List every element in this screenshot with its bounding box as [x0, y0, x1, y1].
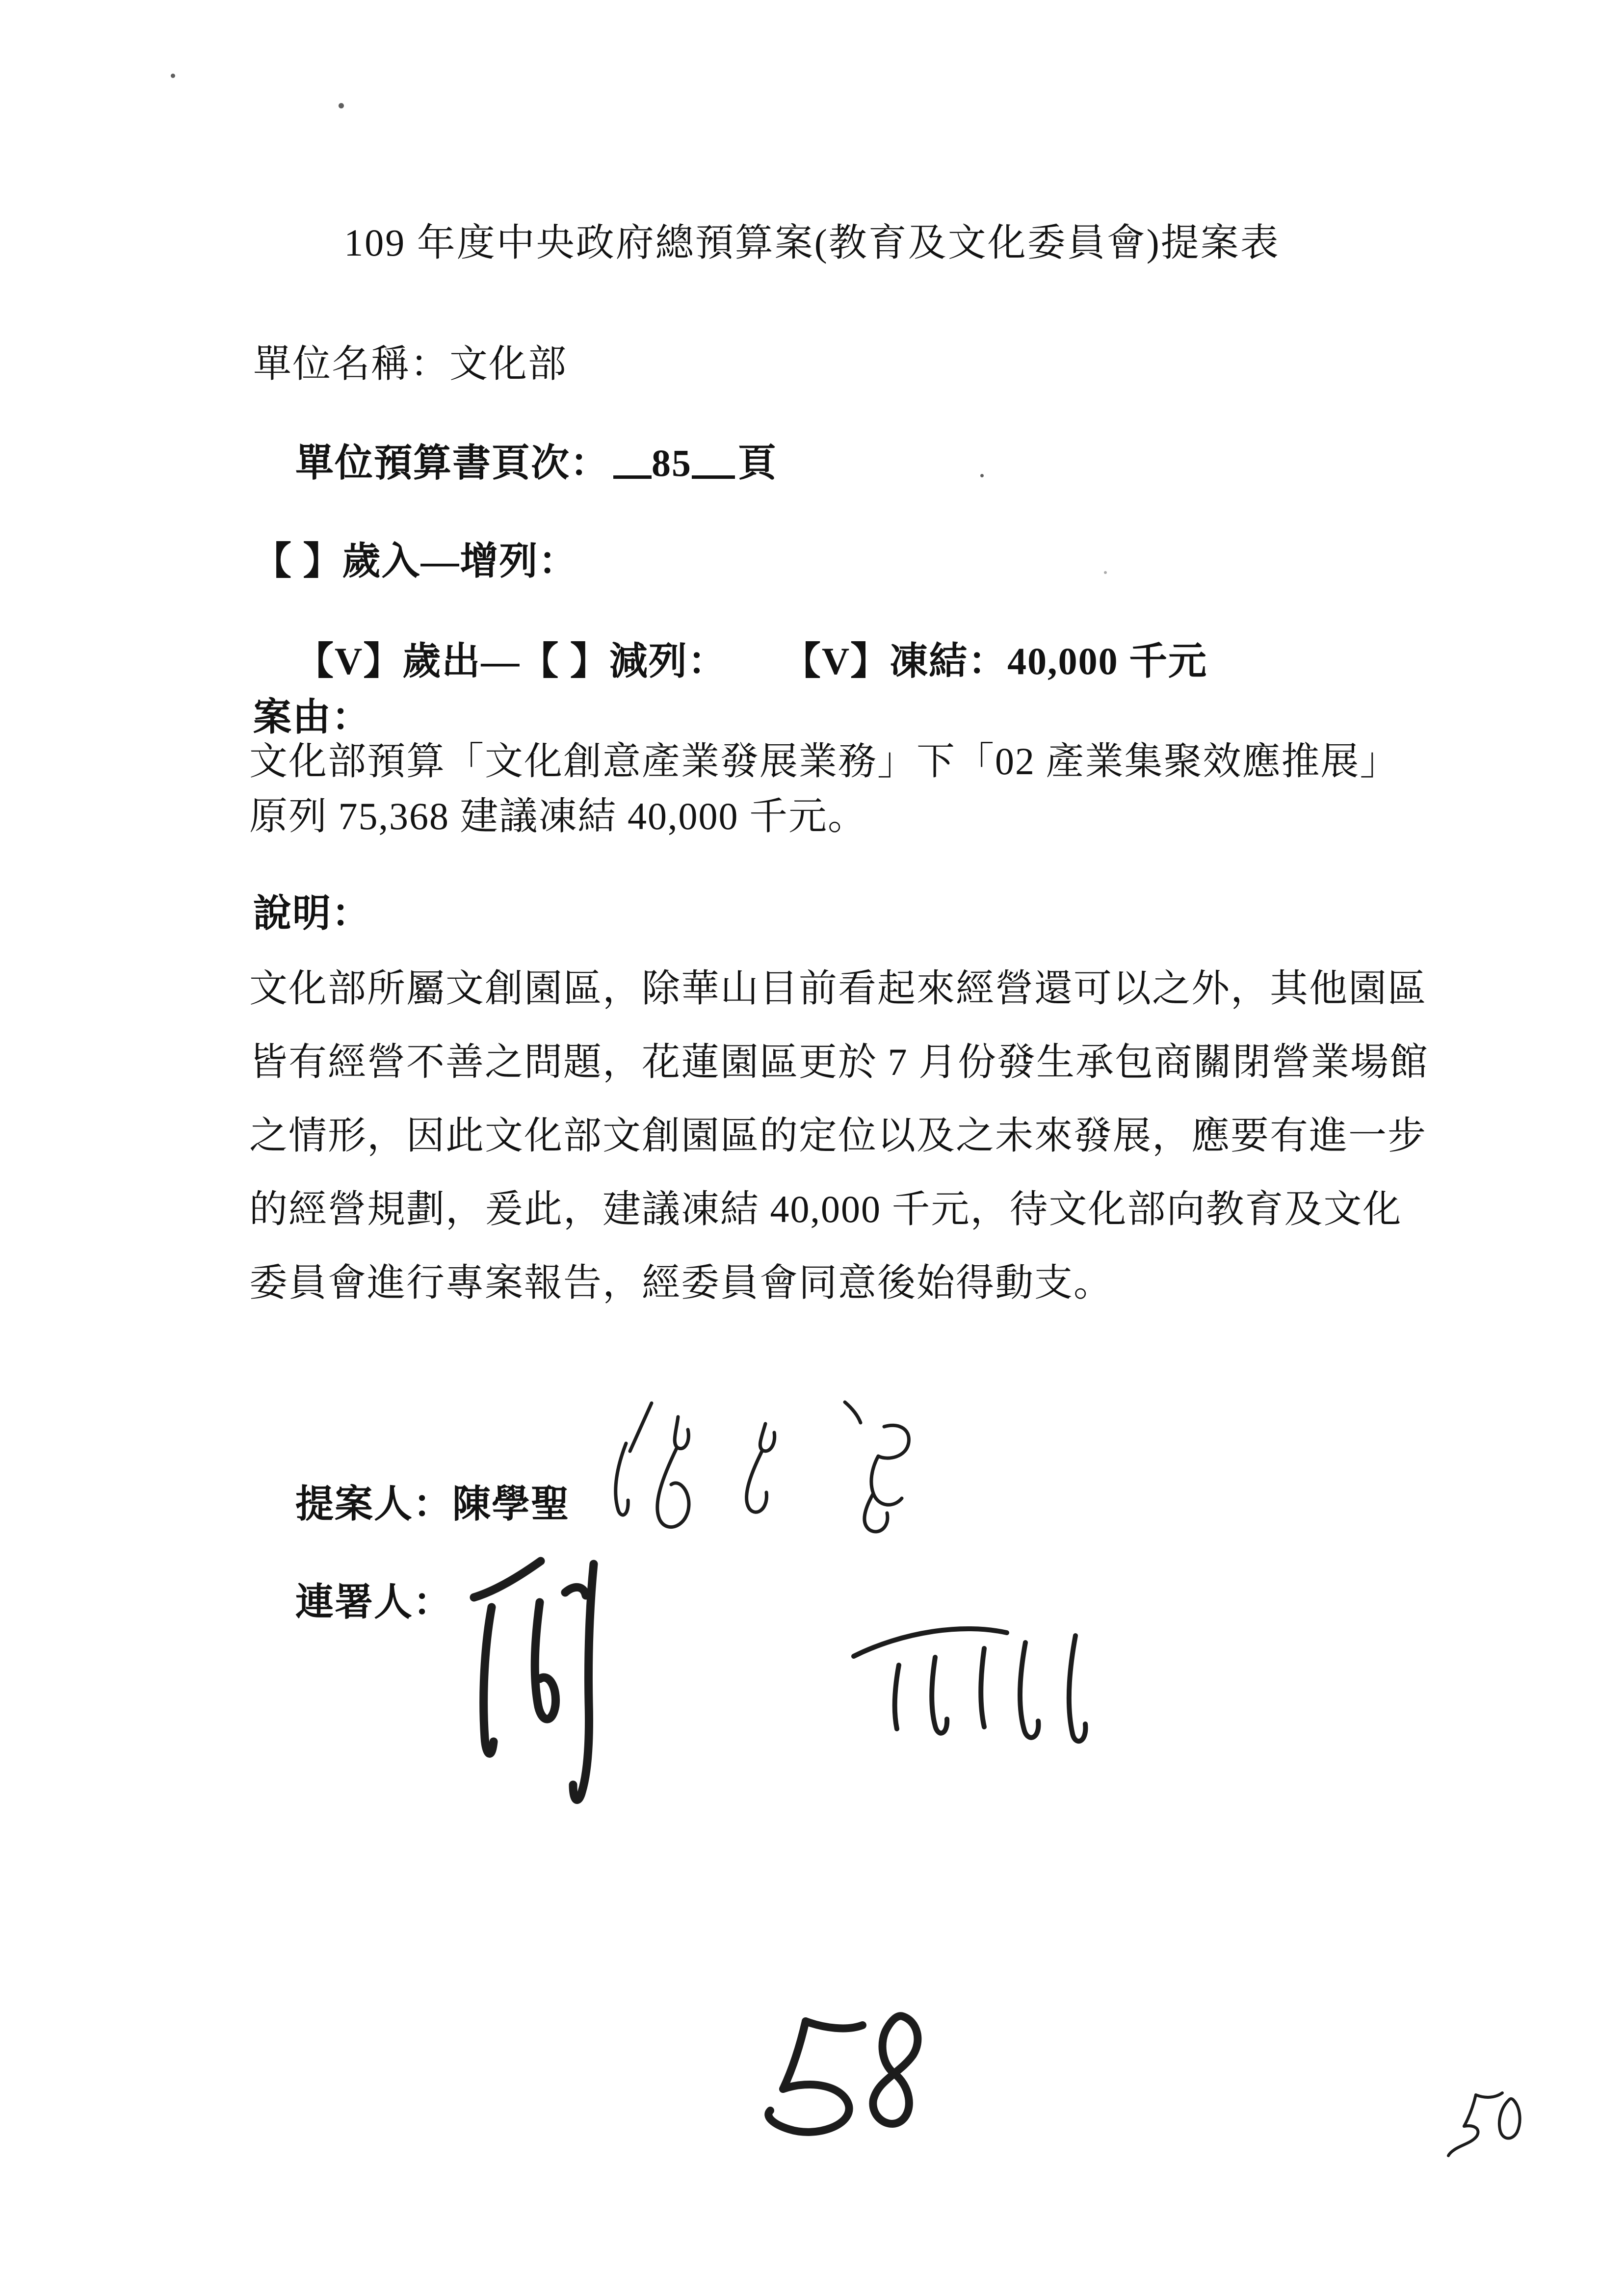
- cosigner-label: 連署人：: [295, 1581, 453, 1624]
- signature-stroke: [932, 1657, 947, 1733]
- signature-stroke: [573, 1564, 594, 1800]
- signature-stroke: [630, 1403, 652, 1451]
- explanation-text-line-5: 委員會進行專案報告，經委員會同意後始得動支。: [249, 1261, 1113, 1304]
- revenue-option-line: 【 】歲入—增列：: [253, 540, 578, 582]
- signature-stroke: [484, 1607, 494, 1753]
- signature-stroke: [747, 1450, 767, 1512]
- signature-stroke: [981, 1648, 984, 1727]
- digit-stroke: [1476, 2093, 1502, 2097]
- digit-stroke: [1464, 2095, 1476, 2126]
- cosigner-signature-2-handwriting: [834, 1618, 1143, 1760]
- digit-stroke: [783, 2021, 806, 2089]
- expenditure-option-line: [253, 594, 1207, 729]
- cosigner-line: [253, 1535, 452, 1670]
- signature-stroke: [616, 1443, 628, 1515]
- handwritten-page-number: [750, 2006, 931, 2143]
- page-ref-suffix: 頁: [738, 442, 778, 485]
- proposer-label: 提案人：: [295, 1483, 453, 1526]
- scan-speck: [171, 74, 175, 78]
- document-title: 109 年度中央政府總預算案(教育及文化委員會)提案表: [344, 221, 1280, 264]
- signature-stroke: [657, 1447, 689, 1527]
- signature-stroke: [474, 1561, 541, 1597]
- signature-stroke: [1069, 1636, 1086, 1741]
- case-text-line-1: 文化部預算「文化創意產業發展業務」下「02 產業集聚效應推展」: [249, 740, 1399, 783]
- underline-blank-left: [613, 444, 652, 479]
- proposer-name: 陳學聖: [452, 1483, 571, 1526]
- handwritten-corner-note: [1446, 2086, 1530, 2165]
- explanation-text-line-2: 皆有經營不善之問題，花蓮園區更於 7 月份發生承包商關閉營業場館: [249, 1041, 1429, 1083]
- explanation-paragraph: [249, 952, 1446, 1320]
- explanation-header: 說明：: [253, 892, 371, 935]
- signature-stroke: [535, 1602, 555, 1719]
- explanation-text-line-1: 文化部所屬文創園區，除華山目前看起來經營還可以之外，其他園區: [249, 967, 1427, 1010]
- page-ref-value: 85: [652, 442, 692, 485]
- scan-speck: [980, 474, 984, 477]
- signature-stroke: [845, 1402, 861, 1423]
- unit-name-line: 單位名稱：文化部: [253, 342, 568, 385]
- case-text-line-2: 原列 75,368 建議凍結 40,000 千元。: [249, 795, 867, 837]
- signature-stroke: [675, 1417, 688, 1449]
- signature-stroke: [871, 1425, 909, 1505]
- expenditure-option-left: 【V】歲出—【 】減列：: [295, 640, 727, 683]
- page-ref-line: [253, 395, 777, 531]
- underline-blank-right: [692, 444, 735, 479]
- signature-stroke: [565, 1587, 586, 1595]
- digit-stroke: [1499, 2099, 1520, 2139]
- explanation-text-line-3: 之情形，因此文化部文創園區的定位以及之未來發展，應要有進一步: [249, 1114, 1427, 1157]
- digit-stroke: [768, 2085, 849, 2132]
- explanation-text-line-4: 的經營規劃，爰此，建議凍結 40,000 千元，待文化部向教育及文化: [249, 1188, 1402, 1230]
- case-header: 案由：: [253, 696, 371, 738]
- digit-stroke: [806, 2021, 863, 2028]
- signature-stroke: [895, 1665, 899, 1729]
- cosigner-signature-1-handwriting: [461, 1555, 736, 1815]
- page-ref-label: 單位預算書頁次：: [295, 442, 610, 485]
- digit-stroke: [1448, 2126, 1478, 2156]
- signature-stroke: [760, 1424, 774, 1451]
- scan-speck: [1104, 571, 1107, 574]
- digit-stroke: [873, 2016, 917, 2124]
- expenditure-option-right: 【V】凍結：40,000 千元: [801, 640, 1208, 683]
- signature-stroke: [1020, 1643, 1038, 1738]
- scan-speck: [339, 103, 344, 108]
- proposer-signature-handwriting: [603, 1396, 947, 1543]
